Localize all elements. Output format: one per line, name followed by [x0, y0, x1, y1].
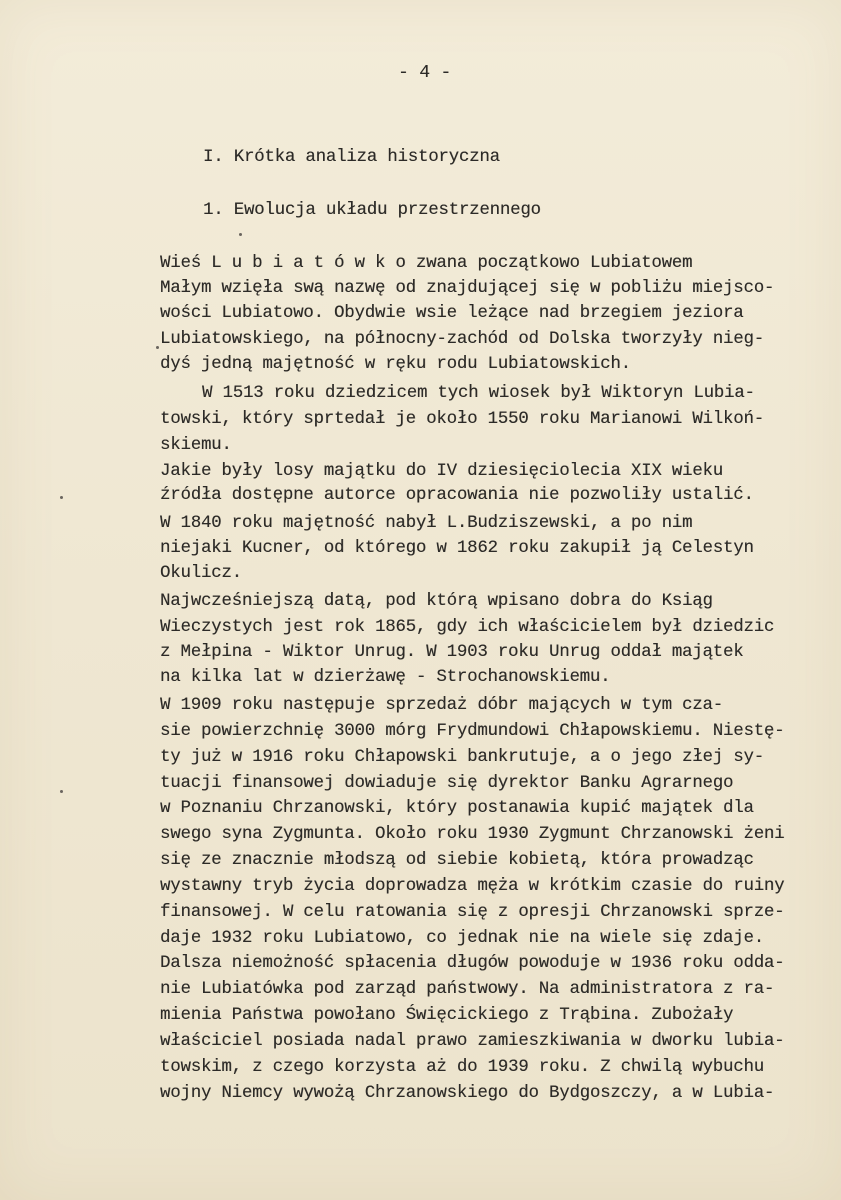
text-line: Wieś L u b i a t ó w k o zwana początkowo Lubiatowem [160, 254, 693, 273]
ink-speck [60, 790, 63, 793]
text-line: finansowej. W celu ratowania się z opresji Chrzanowski sprze- [160, 903, 785, 922]
text-line: Okulicz. [160, 564, 242, 583]
text-line: sie powierzchnię 3000 mórg Frydmundowi Chłapowskiemu. Niestę- [160, 722, 785, 741]
text-line: na kilka lat w dzierżawę - Strochanowskiemu. [160, 668, 611, 687]
text-line: Jakie były losy majątku do IV dziesięciolecia XIX wieku [160, 462, 723, 481]
text-line: wojny Niemcy wywożą Chrzanowskiego do Bydgoszczy, a w Lubia- [160, 1084, 775, 1103]
text-line: Lubiatowskiego, na północny-zachód od Dolska tworzyły nieg- [160, 330, 764, 349]
text-line: wystawny tryb życia doprowadza męża w krótkim czasie do ruiny [160, 877, 785, 896]
text-line: dyś jedną majętność w ręku rodu Lubiatowskich. [160, 355, 631, 374]
text-line: ty już w 1916 roku Chłapowski bankrutuje, a o jego złej sy- [160, 748, 764, 767]
text-line: mienia Państwa powołano Święcickiego z Trąbina. Zubożały [160, 1006, 734, 1025]
page-number: - 4 - [398, 63, 452, 83]
text-line: źródła dostępne autorce opracowania nie pozwoliły ustalić. [160, 486, 754, 505]
text-line: wości Lubiatowo. Obydwie wsie leżące nad brzegiem jeziora [160, 304, 744, 323]
text-line: Małym wzięła swą nazwę od znajdującej się w pobliżu miejsco- [160, 279, 775, 298]
ink-speck [60, 496, 63, 499]
text-line: właściciel posiada nadal prawo zamieszkiwania w dworku lubia- [160, 1032, 785, 1051]
text-line: W 1840 roku majętność nabył L.Budziszewski, a po nim [160, 514, 693, 533]
ink-speck [156, 346, 159, 349]
text-line: nie Lubiatówka pod zarząd państwowy. Na administratora z ra- [160, 980, 775, 999]
text-line: Najwcześniejszą datą, pod którą wpisano dobra do Ksiąg [160, 592, 713, 611]
text-line: w Poznaniu Chrzanowski, który postanawia kupić majątek dla [160, 799, 754, 818]
subsection-heading: 1. Ewolucja układu przestrzennego [203, 201, 541, 220]
text-line: skiemu. [160, 436, 232, 455]
ink-speck [239, 233, 242, 236]
text-line: towski, który sprtedał je około 1550 roku Marianowi Wilkoń- [160, 410, 764, 429]
text-line: Wieczystych jest rok 1865, gdy ich właścicielem był dziedzic [160, 618, 775, 637]
text-line: Dalsza niemożność spłacenia długów powoduje w 1936 roku odda- [160, 954, 785, 973]
text-line: się ze znacznie młodszą od siebie kobietą, która prowadząc [160, 851, 754, 870]
text-line: niejaki Kucner, od którego w 1862 roku zakupił ją Celestyn [160, 539, 754, 558]
text-line: z Mełpina - Wiktor Unrug. W 1903 roku Unrug oddał majątek [160, 643, 744, 662]
text-line: W 1909 roku następuje sprzedaż dóbr mających w tym cza- [160, 696, 723, 715]
section-heading: I. Krótka analiza historyczna [203, 148, 500, 167]
text-line: swego syna Zygmunta. Około roku 1930 Zygmunt Chrzanowski żeni [160, 825, 785, 844]
text-line: tuacji finansowej dowiaduje się dyrektor Banku Agrarnego [160, 774, 734, 793]
text-line: daje 1932 roku Lubiatowo, co jednak nie na wiele się zdaje. [160, 929, 764, 948]
text-line: towskim, z czego korzysta aż do 1939 roku. Z chwilą wybuchu [160, 1058, 764, 1077]
text-line: W 1513 roku dziedzicem tych wiosek był Wiktoryn Lubia- [202, 384, 755, 403]
